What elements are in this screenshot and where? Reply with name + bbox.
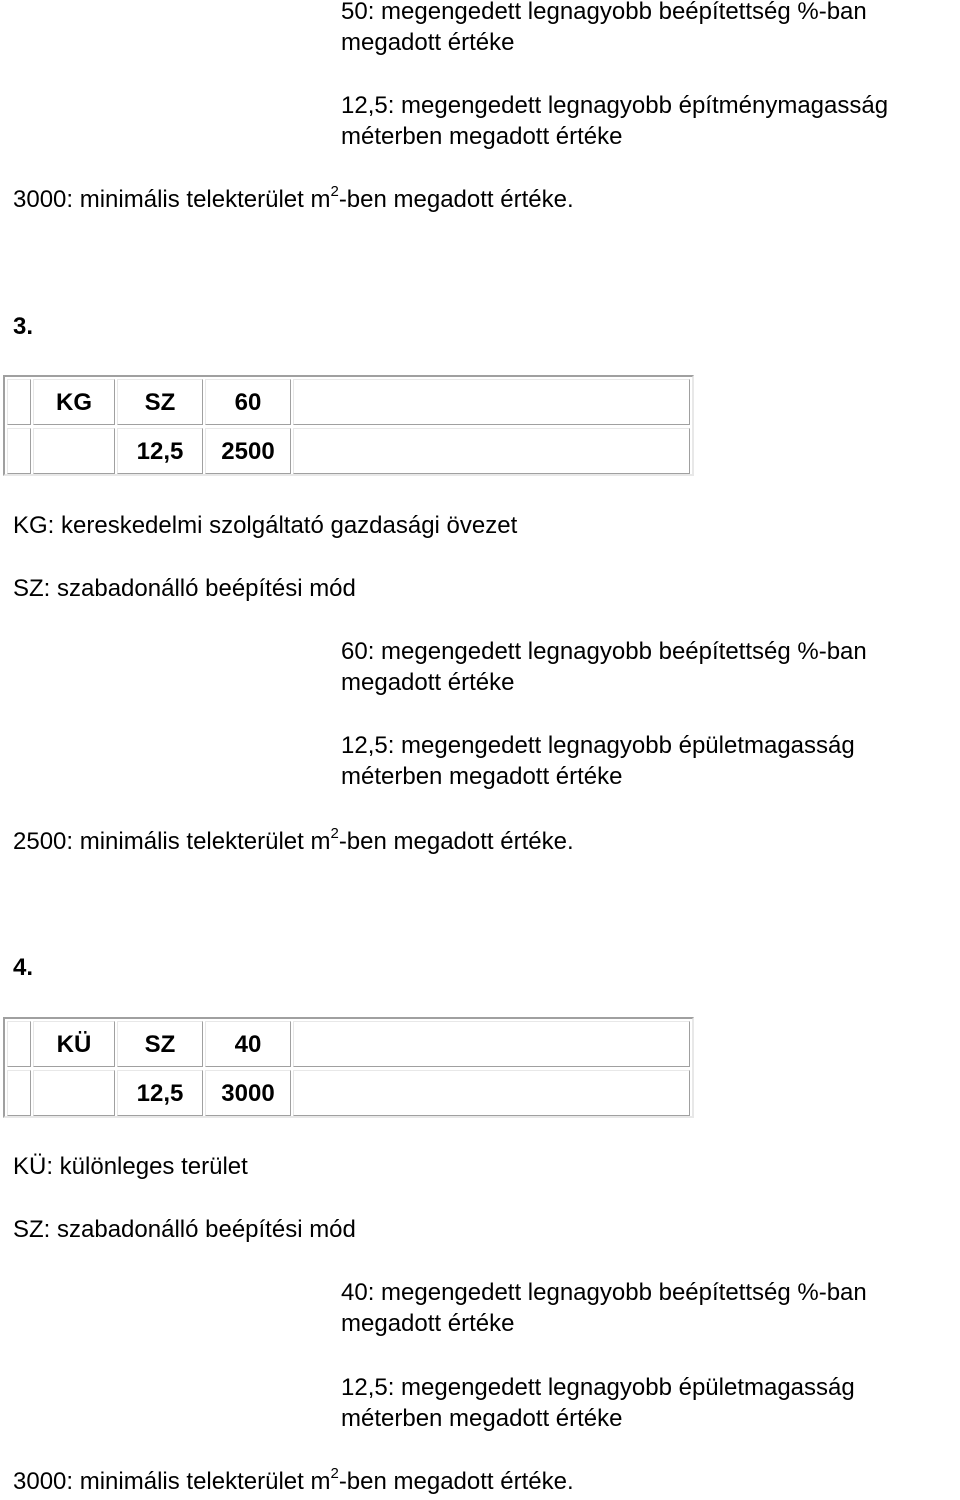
section-3-zone-definition: KG: kereskedelmi szolgáltató gazdasági övezet xyxy=(13,512,518,539)
table-cell-density: 40 xyxy=(205,1021,291,1067)
table-cell-min-area: 2500 xyxy=(205,428,291,474)
section-4-mode-definition: SZ: szabadonálló beépítési mód xyxy=(13,1216,356,1243)
section-3-min-area-line xyxy=(13,827,574,857)
table-cell-mode: SZ xyxy=(117,379,203,425)
section-4-density-line: 40: megengedett legnagyobb beépítettség %-ban xyxy=(341,1279,867,1306)
table-cell-mode: SZ xyxy=(117,1021,203,1067)
top-height-line: 12,5: megengedett legnagyobb építménymagasság xyxy=(341,92,889,119)
min-area-text: 2500: minimális telekterület m xyxy=(13,828,331,855)
table-cell-min-area: 3000 xyxy=(205,1070,291,1116)
section-4-zone-definition: KÜ: különleges terület xyxy=(13,1153,248,1180)
section-3-density-line: 60: megengedett legnagyobb beépítettség %-ban xyxy=(341,638,867,665)
table-cell-empty xyxy=(7,428,31,474)
section-3-height-line: 12,5: megengedett legnagyobb épületmagasság xyxy=(341,732,855,759)
section-3-code-table xyxy=(3,375,694,476)
table-cell-empty xyxy=(293,428,690,474)
table-cell-zone: KÜ xyxy=(33,1021,115,1067)
superscript-2: 2 xyxy=(330,825,339,842)
table-cell-density: 60 xyxy=(205,379,291,425)
table-cell-empty xyxy=(7,379,31,425)
superscript-2: 2 xyxy=(330,1465,339,1482)
section-4-height-line: 12,5: megengedett legnagyobb épületmagasság xyxy=(341,1374,855,1401)
table-cell-empty xyxy=(33,1070,115,1116)
min-area-text-suffix: -ben megadott értéke. xyxy=(338,828,574,855)
table-cell-empty xyxy=(7,1021,31,1067)
section-4-heading: 4. xyxy=(13,954,34,981)
top-height-line-cont: méterben megadott értéke xyxy=(341,123,623,150)
section-4-code-table xyxy=(3,1017,694,1118)
top-density-line-cont: megadott értéke xyxy=(341,29,515,56)
min-area-text-suffix: -ben megadott értéke. xyxy=(338,1468,574,1495)
table-cell-empty xyxy=(293,1021,690,1067)
section-3-density-line-cont: megadott értéke xyxy=(341,669,515,696)
table-cell-empty xyxy=(293,1070,690,1116)
table-cell-zone: KG xyxy=(33,379,115,425)
section-4-density-line-cont: megadott értéke xyxy=(341,1310,515,1337)
table-cell-empty xyxy=(33,428,115,474)
table-cell-empty xyxy=(7,1070,31,1116)
min-area-text: 3000: minimális telekterület m xyxy=(13,1468,331,1495)
section-3-heading: 3. xyxy=(13,313,34,340)
superscript-2: 2 xyxy=(330,183,339,200)
min-area-text-suffix: -ben megadott értéke. xyxy=(338,186,574,213)
section-4-height-line-cont: méterben megadott értéke xyxy=(341,1405,623,1432)
top-min-area-line xyxy=(13,185,574,215)
table-cell-empty xyxy=(293,379,690,425)
table-cell-height: 12,5 xyxy=(117,428,203,474)
table-cell-height: 12,5 xyxy=(117,1070,203,1116)
top-density-line: 50: megengedett legnagyobb beépítettség %-ban xyxy=(341,0,867,25)
section-4-min-area-line xyxy=(13,1467,574,1497)
section-3-mode-definition: SZ: szabadonálló beépítési mód xyxy=(13,575,356,602)
section-3-height-line-cont: méterben megadott értéke xyxy=(341,763,623,790)
min-area-text: 3000: minimális telekterület m xyxy=(13,186,331,213)
